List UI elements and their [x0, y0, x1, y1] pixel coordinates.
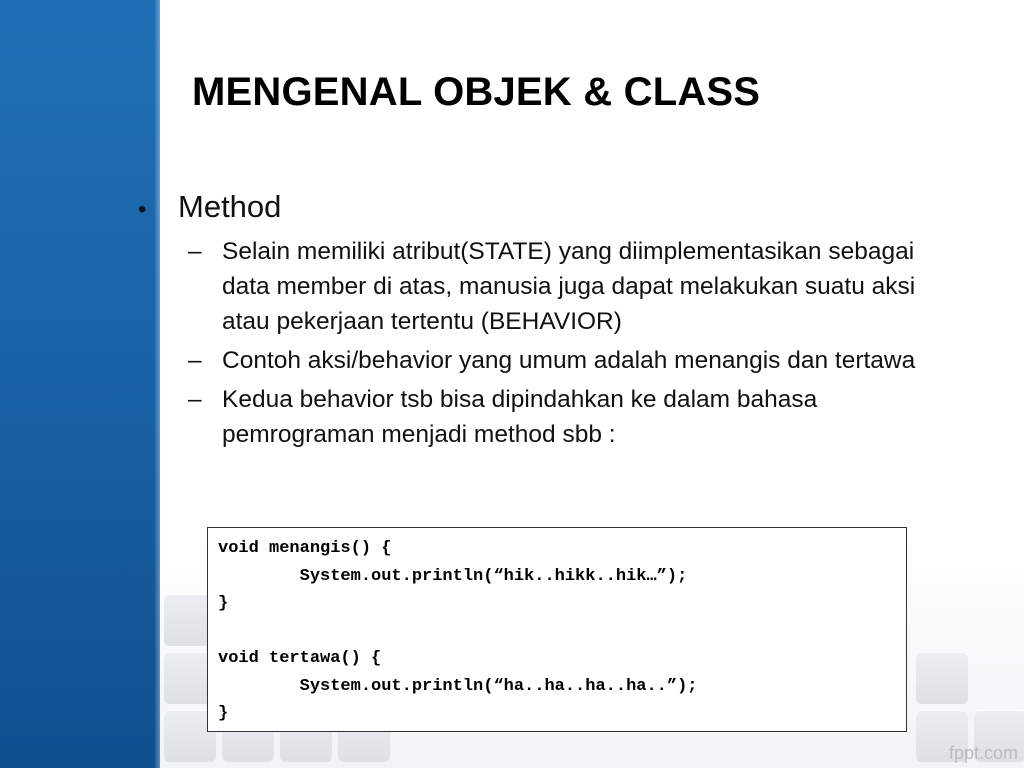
slide-body	[138, 187, 938, 456]
code-line: System.out.println(“hik..hikk..hik…”);	[218, 566, 688, 586]
dash-marker: –	[188, 386, 202, 413]
slide-title: MENGENAL OBJEK & CLASS	[192, 70, 761, 114]
tile	[916, 652, 968, 704]
code-line: void tertawa() {	[218, 649, 382, 668]
code-line: }	[218, 704, 229, 723]
code-line	[218, 618, 896, 646]
code-line: }	[218, 594, 229, 613]
dash-marker: –	[188, 347, 202, 374]
list-item-text: Contoh aksi/behavior yang umum adalah menangis dan tertawa	[222, 347, 916, 374]
bullet-label: Method	[178, 189, 282, 224]
list-item	[188, 343, 938, 378]
list-item	[188, 234, 938, 339]
bullet-method	[138, 187, 938, 230]
code-line: System.out.println(“ha..ha..ha..ha..”);	[218, 676, 698, 696]
list-item	[188, 382, 938, 452]
code-box	[207, 527, 907, 732]
sub-bullet-list	[188, 234, 938, 452]
list-item-text: Kedua behavior tsb bisa dipindahkan ke dalam bahasa pemrograman menjadi method sbb :	[222, 386, 818, 448]
dash-marker: –	[188, 238, 202, 265]
watermark: fppt.com	[948, 743, 1018, 763]
bullet-marker: •	[138, 196, 147, 223]
code-line: void menangis() {	[218, 539, 392, 558]
left-blue-band	[0, 0, 160, 768]
list-item-text: Selain memiliki atribut(STATE) yang diimplementasikan sebagai data member di atas, manusia juga dapat melakukan suatu aksi atau pekerjaan tertentu (BEHAVIOR)	[222, 238, 916, 335]
